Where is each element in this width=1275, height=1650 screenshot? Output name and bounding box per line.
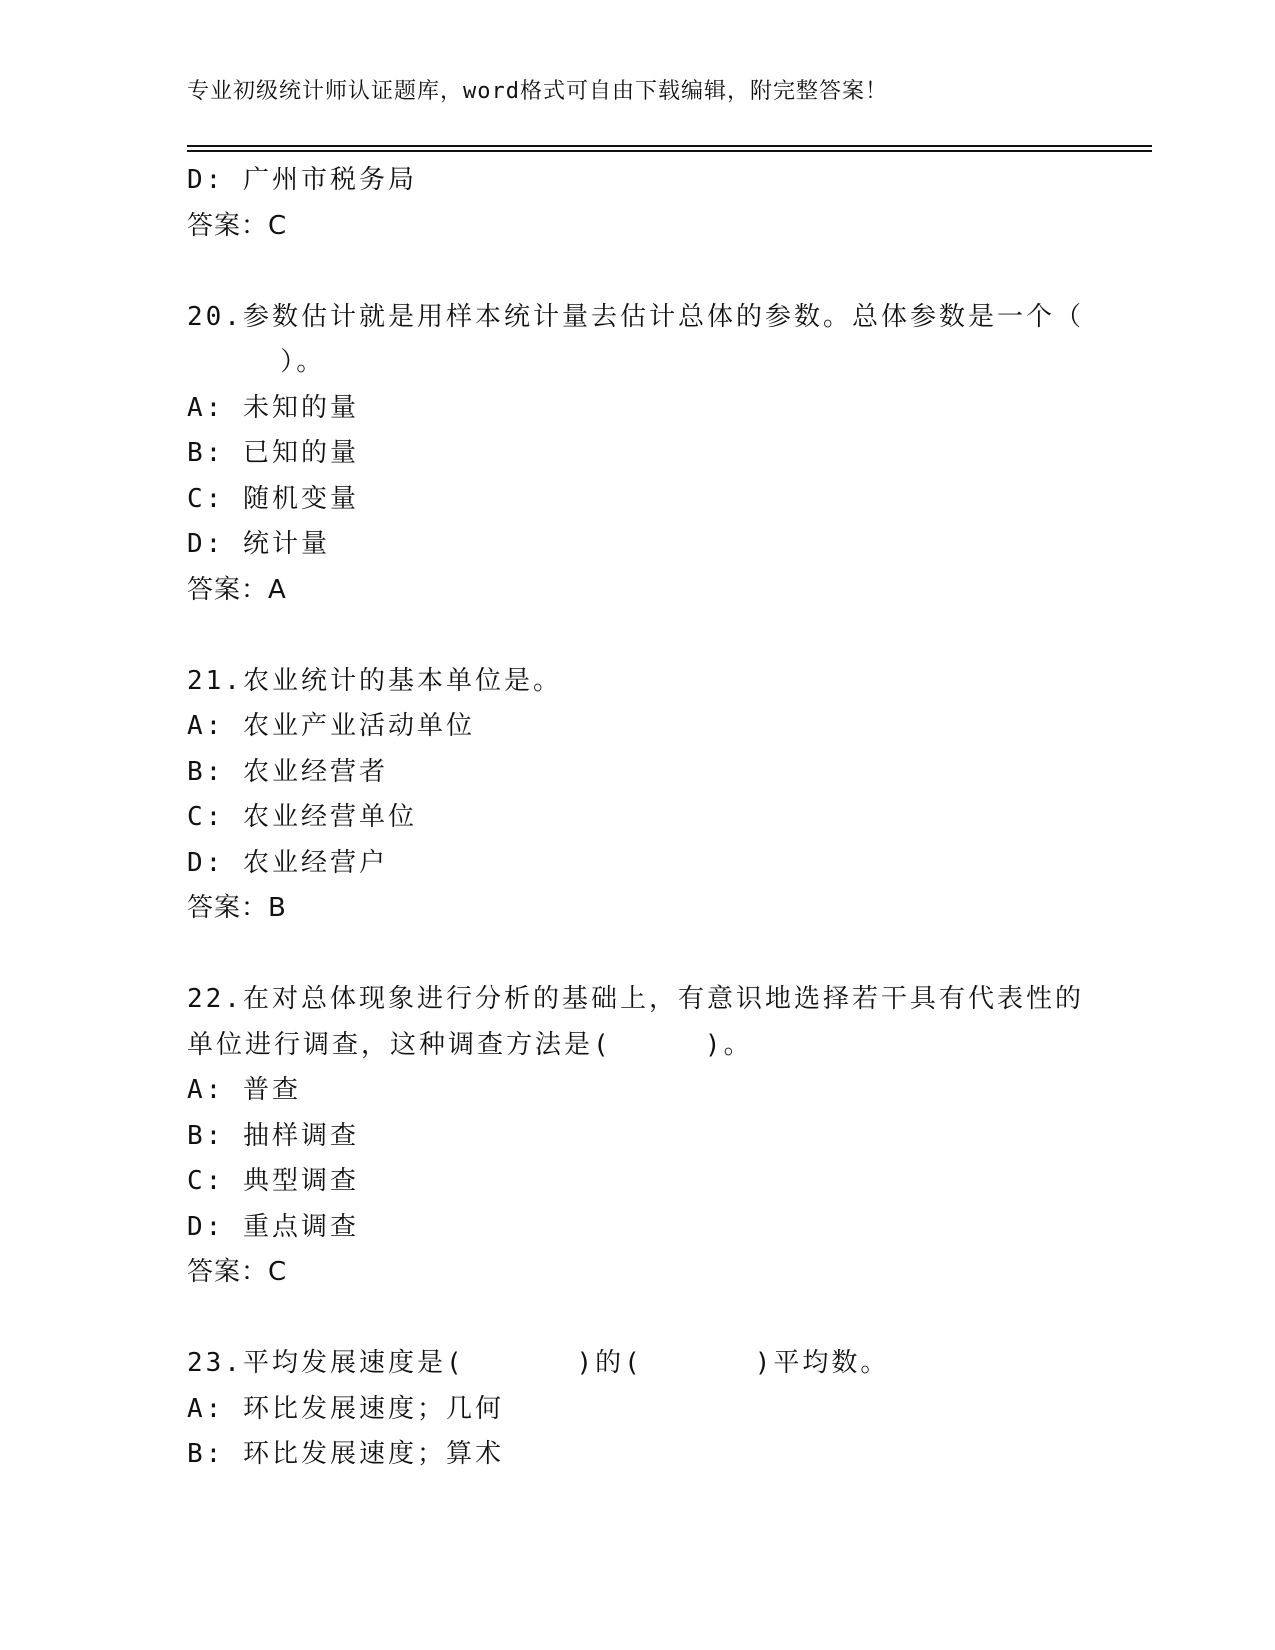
option-b: B: 环比发展速度；算术 [187, 1439, 504, 1469]
question-stem: 20.参数估计就是用样本统计量去估计总体的参数。总体参数是一个（ [187, 301, 1084, 332]
question-stem: 21.农业统计的基本单位是。 [187, 665, 562, 696]
question-stem-continued: 单位进行调查，这种调查方法是( )。 [187, 1029, 753, 1060]
option-d: D: 农业经营户 [187, 847, 388, 878]
option-a: A: 未知的量 [187, 392, 359, 423]
option-b: B: 抽样调查 [187, 1120, 359, 1151]
header-rule-bottom [187, 150, 1152, 152]
answer: 答案：B [187, 893, 287, 923]
option-a: A: 普查 [187, 1075, 301, 1105]
option-b: B: 已知的量 [187, 438, 359, 468]
spacer [187, 613, 1087, 659]
question-stem: 22.在对总体现象进行分析的基础上，有意识地选择若干具有代表性的 [187, 984, 1084, 1014]
spacer [187, 249, 1087, 295]
option-d: D: 重点调查 [187, 1211, 359, 1242]
option-d: D: 统计量 [187, 529, 330, 559]
answer: 答案：A [187, 574, 287, 605]
option-a: A: 环比发展速度；几何 [187, 1393, 504, 1424]
answer: 答案：C [187, 210, 288, 241]
option-c: C: 随机变量 [187, 483, 359, 514]
question-stem-continued: ）。 [187, 347, 326, 377]
spacer [187, 932, 1087, 978]
option-c: C: 农业经营单位 [187, 802, 417, 832]
option-d: D: 广州市税务局 [187, 165, 417, 195]
header-rule-top [187, 145, 1152, 147]
option-c: C: 典型调查 [187, 1166, 359, 1196]
option-a: A: 农业产业活动单位 [187, 711, 475, 741]
document-body [187, 158, 1087, 1478]
question-stem: 23.平均发展速度是( )的( )平均数。 [187, 1348, 890, 1378]
option-b: B: 农业经营者 [187, 756, 388, 787]
answer: 答案：C [187, 1257, 288, 1287]
page-header: 专业初级统计师认证题库，word格式可自由下载编辑，附完整答案！ [187, 79, 888, 104]
spacer [187, 1296, 1087, 1342]
